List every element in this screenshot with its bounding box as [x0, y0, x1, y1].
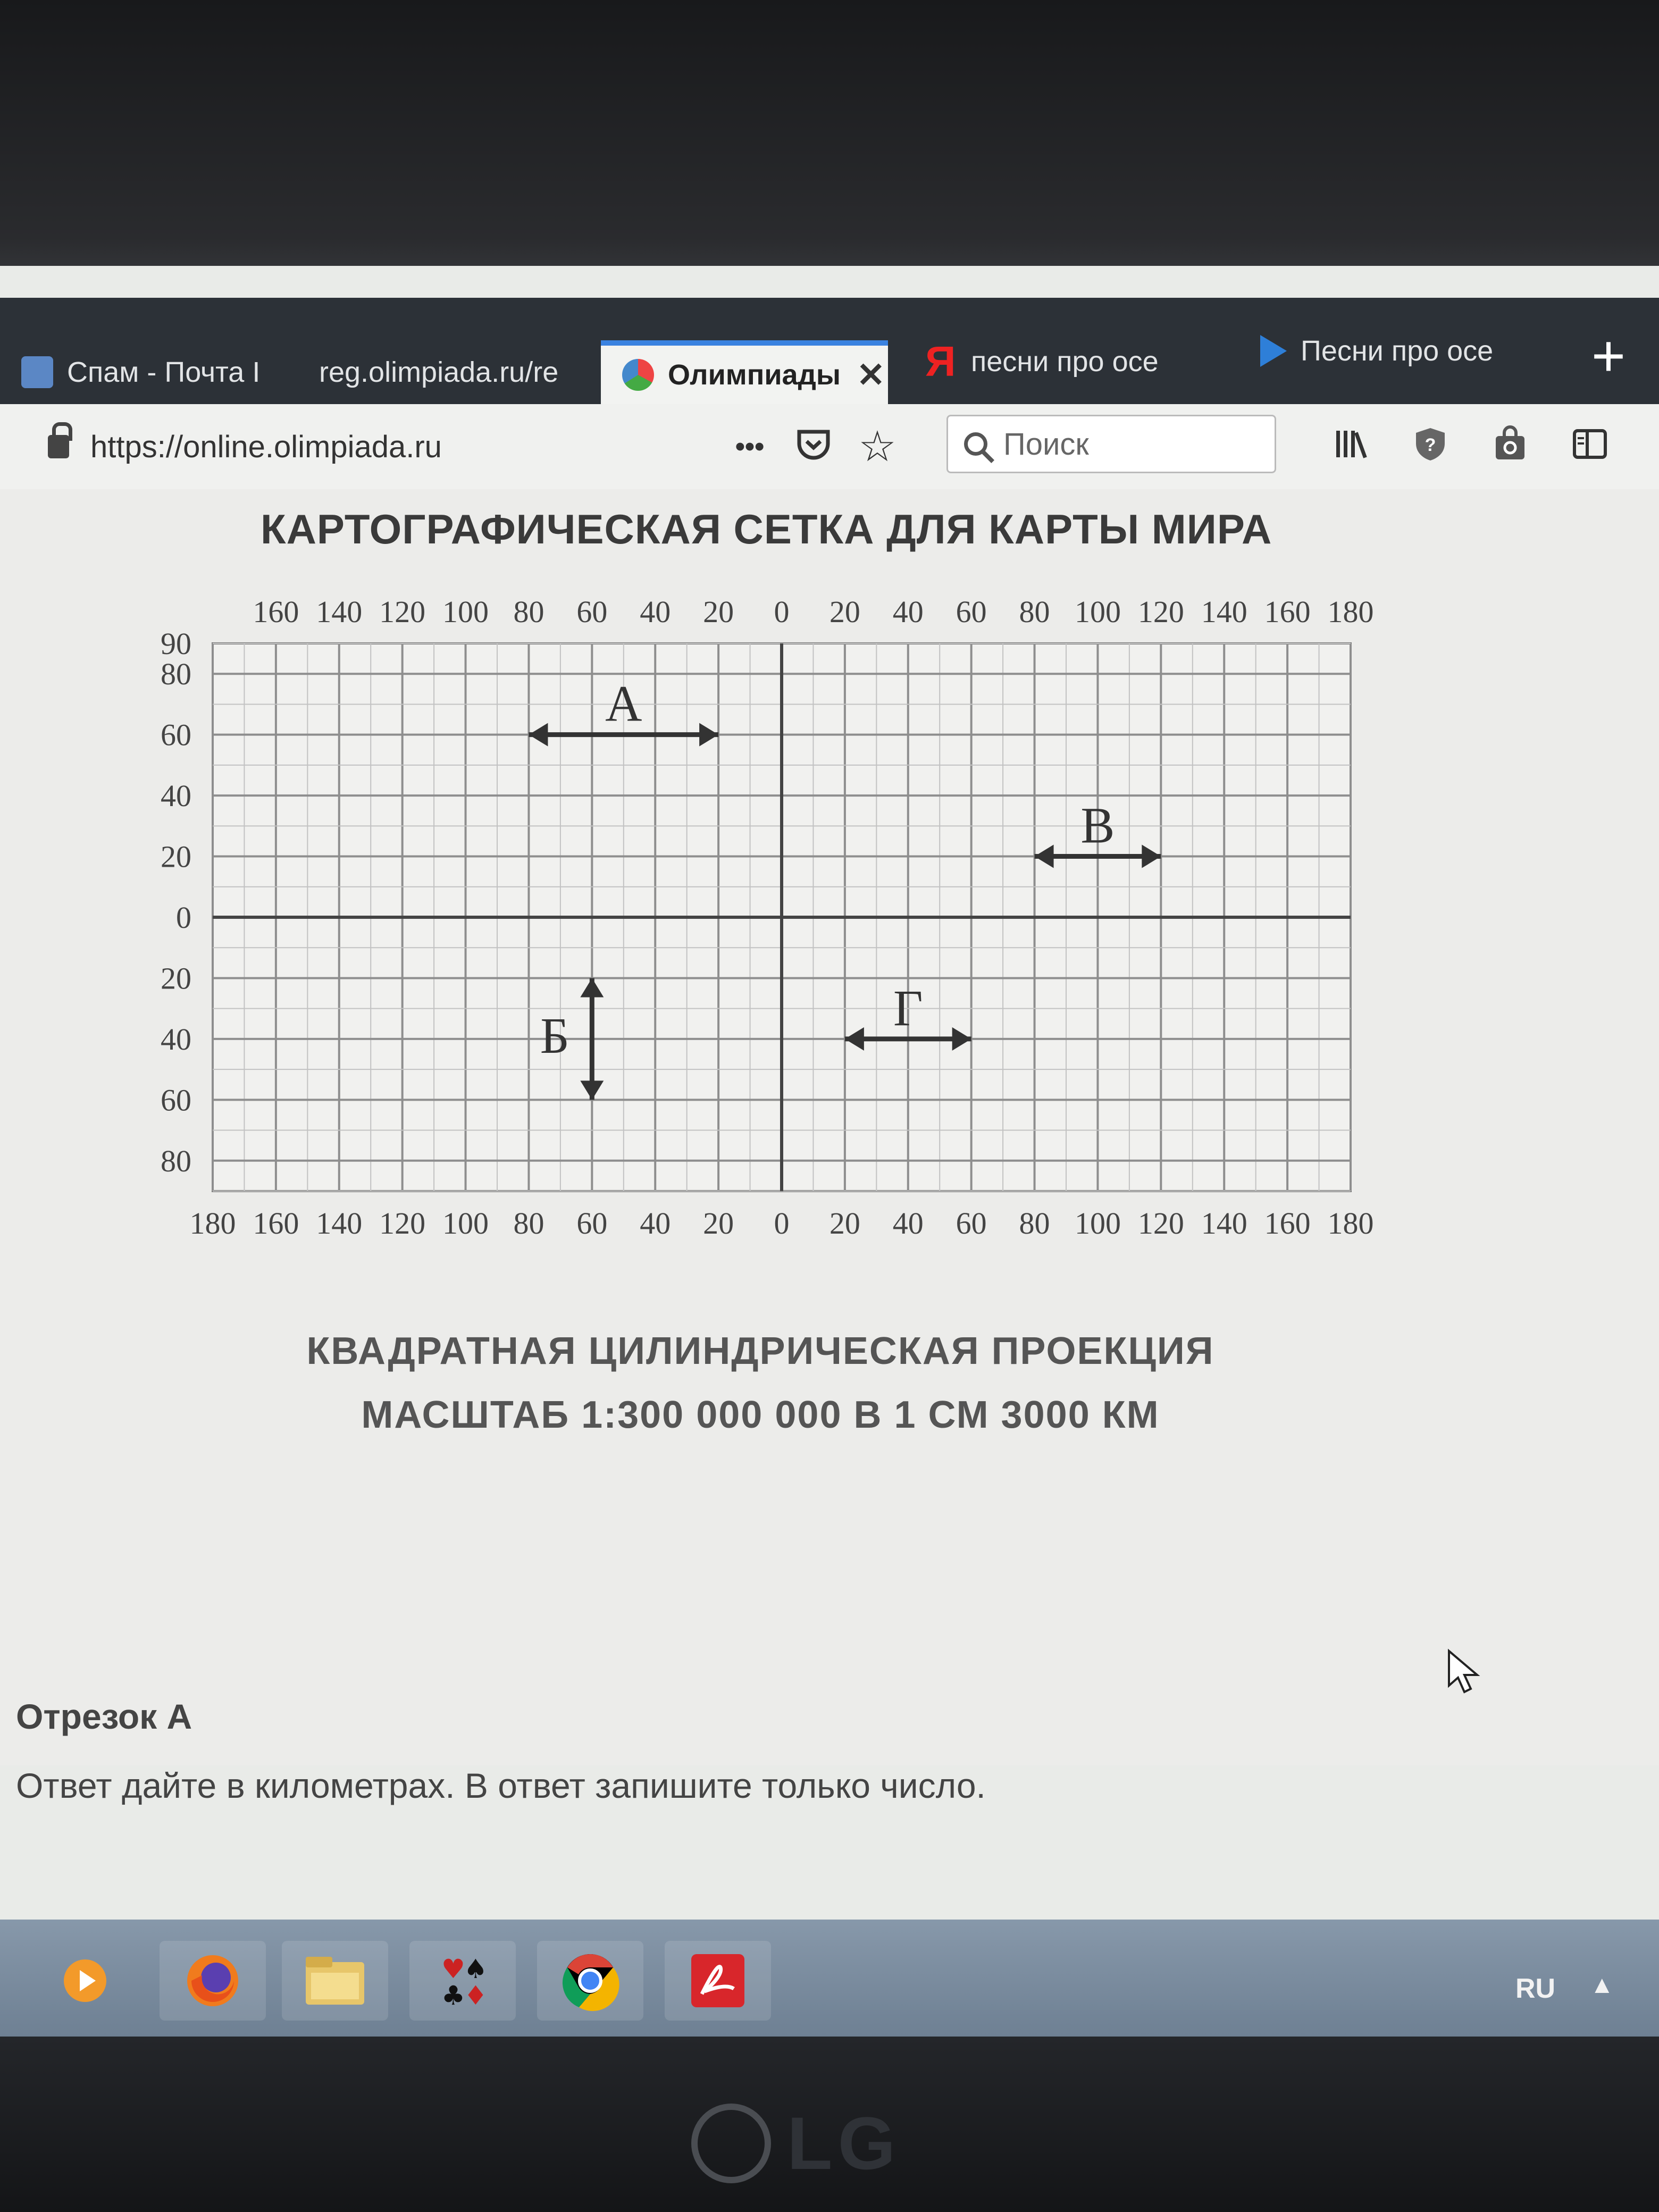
tab-label: Песни про осе: [1301, 335, 1494, 367]
search-input[interactable]: [946, 415, 1276, 473]
tab-reg[interactable]: [298, 340, 601, 404]
new-tab-button[interactable]: +: [1591, 323, 1626, 389]
lock-icon: [48, 435, 69, 458]
scale-caption: МАСШТАБ 1:300 000 000 В 1 СМ 3000 КМ: [361, 1394, 1160, 1436]
bottom-tick-label: 20: [829, 1206, 860, 1241]
tab-mail[interactable]: [0, 340, 298, 404]
svg-text:♠: ♠: [464, 1954, 488, 1984]
lg-logo-text: LG: [787, 2101, 901, 2185]
chrome-icon[interactable]: [537, 1941, 643, 2021]
left-tick-label: 0: [176, 900, 191, 935]
left-tick-label: 60: [161, 1083, 191, 1118]
top-tick-label: 0: [774, 594, 790, 629]
top-tick-label: 80: [1019, 594, 1050, 629]
page-actions-icon[interactable]: •••: [735, 431, 765, 462]
top-tick-label: 120: [1137, 594, 1184, 629]
yandex-icon: Я: [925, 338, 956, 385]
tab-label: Олимпиады: [668, 359, 841, 391]
question-text: Ответ дайте в километрах. В ответ запишите только число.: [16, 1766, 986, 1805]
search-icon: [964, 432, 987, 456]
media-player-icon[interactable]: [32, 1941, 138, 2021]
play-icon: [1260, 335, 1287, 367]
bottom-tick-label: 140: [316, 1206, 363, 1241]
top-tick-label: 100: [442, 594, 489, 629]
bottom-tick-label: 100: [442, 1206, 489, 1241]
tab-songs[interactable]: [1239, 319, 1558, 383]
top-tick-label: 20: [829, 594, 860, 629]
top-tick-label: 180: [1327, 594, 1374, 629]
page-content: [0, 489, 1659, 1805]
bottom-tick-label: 40: [892, 1206, 924, 1241]
bottom-tick-label: 160: [1264, 1206, 1311, 1241]
tab-olympiad[interactable]: [601, 340, 888, 404]
file-explorer-icon[interactable]: [282, 1941, 388, 2021]
bookmark-star-icon[interactable]: ☆: [858, 423, 896, 470]
projection-caption: КВАДРАТНАЯ ЦИЛИНДРИЧЕСКАЯ ПРОЕКЦИЯ: [306, 1330, 1214, 1372]
bottom-tick-label: 40: [640, 1206, 671, 1241]
bottom-tick-label: 180: [1327, 1206, 1374, 1241]
svg-text:♣: ♣: [441, 1980, 465, 2011]
lg-logo-mark: [691, 2104, 771, 2183]
language-indicator[interactable]: RU: [1515, 1973, 1556, 2004]
olympiad-icon: [622, 359, 654, 391]
top-tick-label: 160: [253, 594, 299, 629]
bottom-tick-label: 80: [1019, 1206, 1050, 1241]
left-tick-label: 20: [161, 961, 191, 996]
bottom-tick-label: 140: [1201, 1206, 1247, 1241]
close-tab-icon[interactable]: ✕: [856, 355, 885, 394]
map-title: КАРТОГРАФИЧЕСКАЯ СЕТКА ДЛЯ КАРТЫ МИРА: [261, 506, 1272, 552]
bottom-tick-label: 100: [1074, 1206, 1121, 1241]
bottom-tick-label: 60: [956, 1206, 987, 1241]
top-tick-label: 160: [1264, 594, 1311, 629]
top-tick-label: 60: [956, 594, 987, 629]
pocket-icon[interactable]: [792, 425, 835, 468]
extension-icon[interactable]: [1489, 425, 1531, 468]
left-tick-label: 20: [161, 839, 191, 874]
tab-label: reg.olimpiada.ru/re: [319, 356, 559, 388]
taskbar: [0, 1920, 1659, 2037]
monitor-bezel-top: [0, 0, 1659, 298]
navigation-bar: [0, 404, 1659, 490]
tab-yandex[interactable]: [904, 330, 1223, 393]
top-tick-label: 100: [1074, 594, 1121, 629]
segment-label: В: [1080, 797, 1115, 854]
left-tick-label: 40: [161, 778, 191, 814]
top-tick-label: 140: [1201, 594, 1247, 629]
bottom-tick-label: 160: [253, 1206, 299, 1241]
bottom-tick-label: 120: [1137, 1206, 1184, 1241]
bottom-tick-label: 60: [576, 1206, 608, 1241]
library-icon[interactable]: [1329, 425, 1372, 468]
left-tick-label: 90: [161, 626, 191, 661]
bottom-tick-label: 80: [513, 1206, 544, 1241]
left-tick-label: 80: [161, 1143, 191, 1178]
top-tick-label: 40: [640, 594, 671, 629]
top-tick-label: 20: [703, 594, 734, 629]
url-text: https://online.olimpiada.ru: [90, 429, 442, 464]
left-tick-label: 80: [161, 657, 191, 692]
question-title: Отрезок А: [16, 1697, 192, 1736]
left-tick-label: 40: [161, 1021, 191, 1057]
map-grid-figure: [122, 580, 1430, 1292]
segment-label: Б: [540, 1007, 569, 1064]
search-placeholder: Поиск: [1003, 426, 1089, 462]
tray-expand-icon[interactable]: ▲: [1590, 1971, 1614, 1998]
left-tick-label: 60: [161, 717, 191, 752]
tab-label: песни про осе: [971, 346, 1159, 378]
svg-text:♦: ♦: [464, 1980, 488, 2011]
tab-strip: [0, 298, 1659, 404]
segment-label: А: [605, 675, 642, 732]
bottom-tick-label: 0: [774, 1206, 790, 1241]
top-tick-label: 60: [576, 594, 608, 629]
top-tick-label: 120: [379, 594, 426, 629]
shield-icon[interactable]: [1409, 425, 1452, 468]
address-bar[interactable]: [48, 425, 442, 468]
sidebar-icon[interactable]: [1569, 425, 1611, 468]
tab-label: Спам - Почта I: [67, 356, 261, 388]
mail-icon: [21, 356, 53, 388]
top-tick-label: 80: [513, 594, 544, 629]
bottom-tick-label: 120: [379, 1206, 426, 1241]
svg-text:♥: ♥: [441, 1954, 465, 1984]
solitaire-icon[interactable]: [409, 1941, 516, 2021]
top-tick-label: 40: [892, 594, 924, 629]
screen: [0, 266, 1659, 2015]
mouse-cursor-icon: [1446, 1648, 1484, 1696]
bottom-tick-label: 20: [703, 1206, 734, 1241]
svg-text:?: ?: [1425, 435, 1436, 455]
firefox-icon[interactable]: [160, 1941, 266, 2021]
top-tick-label: 140: [316, 594, 363, 629]
lg-logo: [691, 2100, 901, 2186]
cartographic-grid: [122, 580, 1430, 1292]
bottom-tick-label: 180: [189, 1206, 236, 1241]
pdf-reader-icon[interactable]: [665, 1941, 771, 2021]
segment-label: Г: [893, 979, 923, 1036]
